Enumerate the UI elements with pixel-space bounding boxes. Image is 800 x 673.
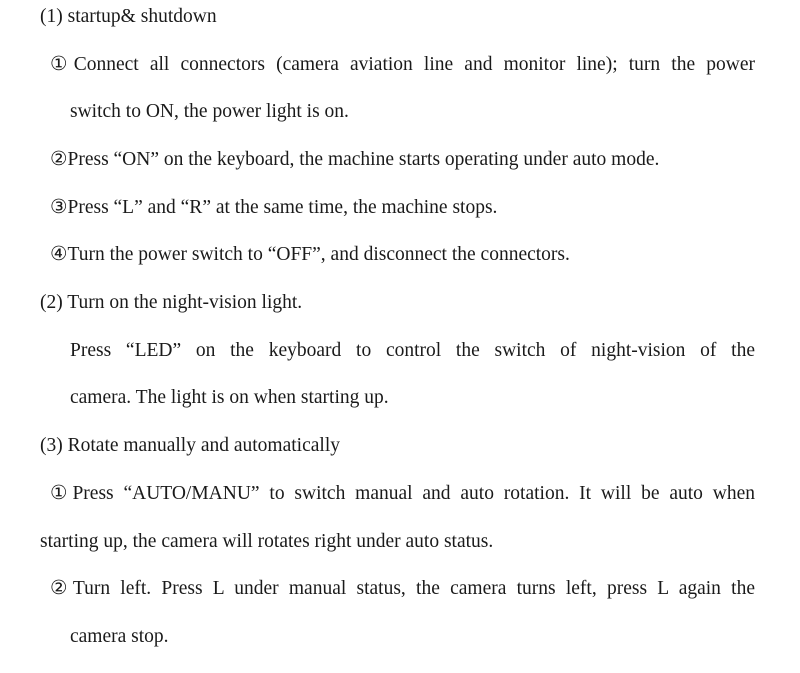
section-3-step-1-line-2: starting up, the camera will rotates right under auto status. [40, 531, 494, 552]
section-1-step-4: ④Turn the power switch to “OFF”, and disconnect the connectors. [50, 244, 570, 265]
section-1-heading: (1) startup& shutdown [40, 6, 217, 27]
section-1-step-3: ③Press “L” and “R” at the same time, the machine stops. [50, 197, 498, 218]
section-1-step-2: ②Press “ON” on the keyboard, the machine starts operating under auto mode. [50, 149, 660, 170]
section-3-step-2-line-1: ②Turn left. Press L under manual status, the camera turns left, press L again the [50, 578, 755, 599]
section-3-step-1-line-1: ①Press “AUTO/MANU” to switch manual and auto rotation. It will be auto when [50, 483, 755, 504]
section-2-paragraph-line-2: camera. The light is on when starting up. [70, 387, 389, 408]
section-1-step-1-line-2: switch to ON, the power light is on. [70, 101, 349, 122]
section-3-heading: (3) Rotate manually and automatically [40, 435, 340, 456]
section-2-heading: (2) Turn on the night-vision light. [40, 292, 303, 313]
section-2-paragraph-line-1: Press “LED” on the keyboard to control the switch of night-vision of the [70, 340, 755, 361]
section-1-step-1-line-1: ①Connect all connectors (camera aviation line and monitor line); turn the power [50, 54, 755, 75]
section-3-step-2-line-2: camera stop. [70, 626, 169, 647]
